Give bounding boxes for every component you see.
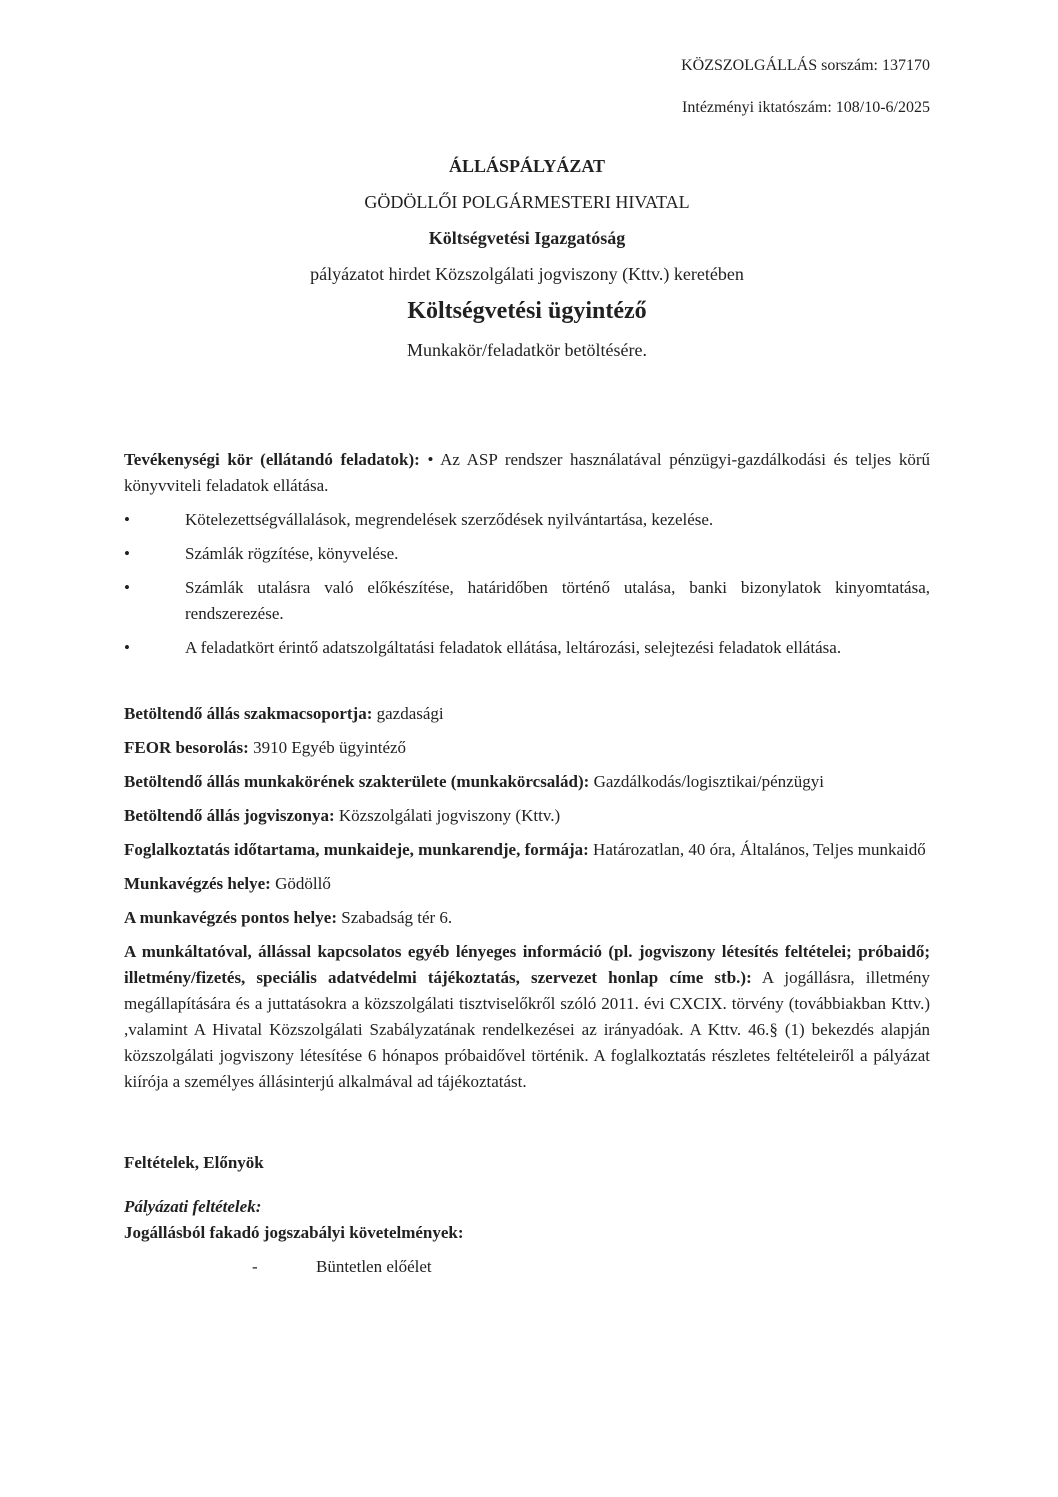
detail-label: Betöltendő állás munkakörének szakterülete (munkakörcsalád): <box>124 772 590 791</box>
activities-lead: • Az ASP rendszer használatával pénzügyi-gazdálkodási és teljes körű könyvviteli feladatok ellátása. <box>124 450 931 495</box>
task-text: A feladatkört érintő adatszolgáltatási feladatok ellátása, leltározási, selejtezési feladatok ellátása. <box>185 638 842 657</box>
requirement-item <box>124 1254 930 1280</box>
detail-value: 3910 Egyéb ügyintéző <box>253 738 407 757</box>
other-info-text: A jogállásra, illetmény megállapítására és a juttatásokra a közszolgálati tisztviselőkről szóló 2011. évi CXCIX. törvény (továbbiakban Kttv.) ,valamint A Hivatal Közszolgálati Szabályzatának rendelkezései az irányadóak. A Kttv. 46.§ (1) bekezdés alapján közszolgálati jogviszony létesítése 6 hónapos próbaidővel történik. A foglalkoztatás részletes feltételeiről a pályázat kiírója a személyes állásinterjú alkalmával ad tájékoztatást. <box>124 968 930 1091</box>
conditions-heading: Feltételek, Előnyök <box>124 1153 264 1172</box>
document-body <box>124 447 930 1280</box>
task-item <box>124 541 930 567</box>
detail-label: Munkavégzés helye: <box>124 874 271 893</box>
detail-value: Gödöllő <box>275 874 331 893</box>
details-block <box>124 701 930 1095</box>
other-info-label: A munkáltatóval, állással kapcsolatos egyéb lényeges információ (pl. jogviszony létesítés feltételei; próbaidő; illetmény/fizetés, speciális adatvédelmi tájékoztatás, szervezet honlap címe stb.): <box>124 942 930 987</box>
bullet-icon: • <box>124 638 130 657</box>
detail-label: Betöltendő állás szakmacsoportja: <box>124 704 373 723</box>
task-text: Számlák rögzítése, könyvelése. <box>185 544 399 563</box>
detail-row <box>124 735 930 761</box>
task-item <box>124 635 930 661</box>
detail-row <box>124 803 930 829</box>
detail-row <box>124 769 930 795</box>
detail-row <box>124 871 930 897</box>
document-type-heading: ÁLLÁSPÁLYÁZAT <box>448 156 606 176</box>
bullet-icon: • <box>124 510 130 529</box>
detail-value: Gazdálkodás/logisztikai/pénzügyi <box>593 772 824 791</box>
detail-value: Közszolgálati jogviszony (Kttv.) <box>338 806 561 825</box>
organization-name: GÖDÖLLŐI POLGÁRMESTERI HIVATAL <box>364 192 690 212</box>
application-conditions-subheading: Pályázati feltételek: <box>124 1197 262 1216</box>
task-text: Számlák utalásra való előkészítése, határidőben történő utalása, banki bizonylatok kinyomtatása, rendszerezése. <box>185 578 930 623</box>
detail-row <box>124 837 930 863</box>
title-block <box>124 153 930 363</box>
detail-label: Foglalkoztatás időtartama, munkaideje, munkarendje, formája: <box>124 840 589 859</box>
detail-row <box>124 701 930 727</box>
detail-label: Betöltendő állás jogviszonya: <box>124 806 335 825</box>
activities-paragraph <box>124 447 930 499</box>
job-title: Költségvetési ügyintéző <box>407 298 647 324</box>
detail-value: Határozatlan, 40 óra, Általános, Teljes munkaidő <box>593 840 926 859</box>
detail-row <box>124 905 930 931</box>
legal-requirements-subheading: Jogállásból fakadó jogszabályi követelmények: <box>124 1223 464 1242</box>
header-serial: KÖZSZOLGÁLLÁS sorszám: 137170 <box>681 57 930 74</box>
task-item <box>124 575 930 627</box>
header-registry: Intézményi iktatószám: 108/10-6/2025 <box>682 99 930 116</box>
bullet-icon: • <box>124 544 130 563</box>
department-name: Költségvetési Igazgatóság <box>428 228 626 248</box>
activities-label: Tevékenységi kör (ellátandó feladatok): <box>124 450 420 469</box>
task-item <box>124 507 930 533</box>
other-info-paragraph <box>124 939 930 1095</box>
detail-label: A munkavégzés pontos helye: <box>124 908 337 927</box>
announcement-line: pályázatot hirdet Közszolgálati jogviszony (Kttv.) keretében <box>310 264 744 284</box>
dash-icon: - <box>252 1257 258 1276</box>
detail-label: FEOR besorolás: <box>124 738 249 757</box>
requirement-text: Büntetlen előélet <box>316 1257 432 1276</box>
document-header <box>124 55 930 119</box>
task-list <box>124 507 930 661</box>
job-subtitle: Munkakör/feladatkör betöltésére. <box>407 340 647 360</box>
detail-value: gazdasági <box>376 704 444 723</box>
bullet-icon: • <box>124 578 130 597</box>
task-text: Kötelezettségvállalások, megrendelések szerződések nyilvántartása, kezelése. <box>185 510 714 529</box>
detail-value: Szabadság tér 6. <box>341 908 453 927</box>
